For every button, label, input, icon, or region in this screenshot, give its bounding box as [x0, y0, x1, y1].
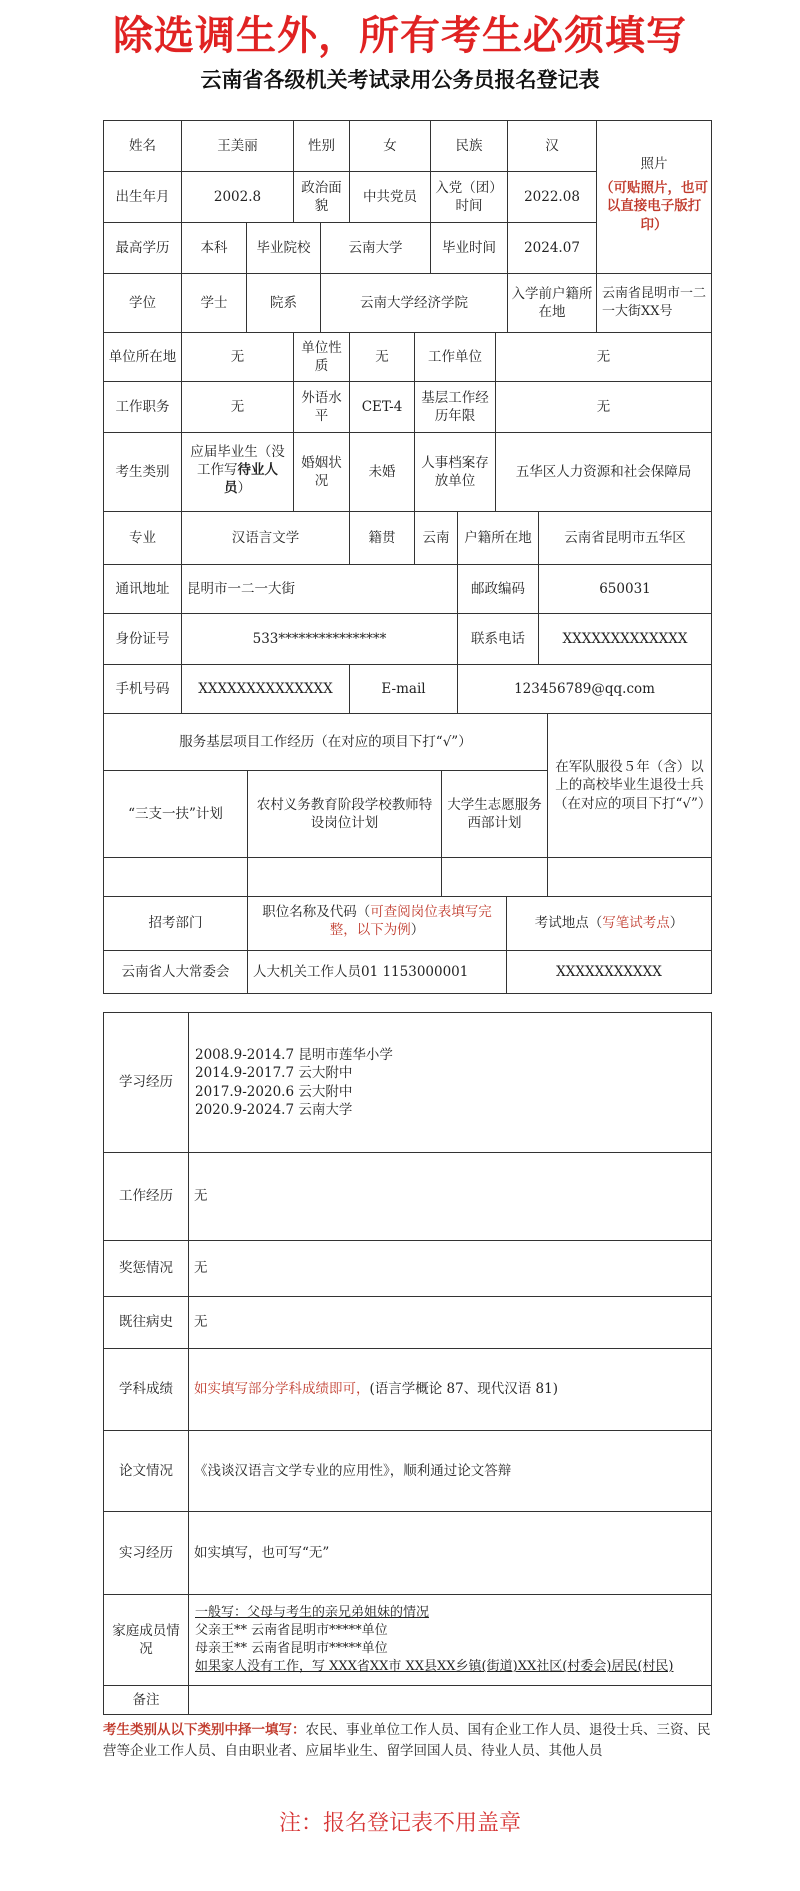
phone-value[interactable]: XXXXXXXXXXXXX	[538, 613, 712, 665]
study-entry: 2020.9-2024.7 云南大学	[195, 1101, 353, 1118]
category-text-bold: 待业人员	[224, 462, 278, 497]
family-line: 如果家人没有工作，写 XXX省XX市 XX县XX乡镇(街道)XX社区(村委会)居民(村民)	[195, 1659, 674, 1675]
recruit-dept-value[interactable]: 云南省人大常委会	[103, 950, 248, 994]
gender-value[interactable]: 女	[349, 120, 431, 172]
family-line: 母亲王** 云南省昆明市*****单位	[195, 1641, 388, 1656]
sanzhi-check[interactable]	[103, 857, 248, 897]
name-value[interactable]: 王美丽	[181, 120, 294, 172]
grassroots-years-value[interactable]: 无	[495, 381, 712, 433]
photo-label: 照片	[640, 156, 668, 172]
marital-value[interactable]: 未婚	[349, 432, 415, 512]
hukou-before-label: 入学前户籍所在地	[507, 273, 597, 333]
major-value[interactable]: 汉语言文学	[181, 511, 350, 565]
degree-label: 学位	[103, 273, 182, 333]
awards-value[interactable]: 无	[188, 1240, 712, 1297]
exam-site-label	[506, 896, 712, 951]
unit-location-value[interactable]: 无	[181, 332, 294, 382]
rural-teacher-check[interactable]	[247, 857, 442, 897]
internship-value[interactable]: 如实填写，也可写“无”	[188, 1511, 712, 1595]
position-value[interactable]: 人大机关工作人员01 1153000001	[247, 950, 507, 994]
phone-label: 联系电话	[457, 613, 539, 665]
photo-area[interactable]	[596, 120, 712, 274]
thesis-label: 论文情况	[103, 1430, 189, 1512]
exam-site-value[interactable]: XXXXXXXXXXX	[506, 950, 712, 994]
form-title: 云南省各级机关考试录用公务员报名登记表	[200, 67, 600, 92]
job-title-value[interactable]: 无	[181, 381, 294, 433]
dept-label: 院系	[246, 273, 321, 333]
grad-time-value[interactable]: 2024.07	[507, 222, 597, 274]
id-card-label: 身份证号	[103, 613, 182, 665]
medical-value[interactable]: 无	[188, 1296, 712, 1349]
category-note-list: 农民、事业单位工作人员、国有企业工作人员、退役士兵、三资、民营等企业工作人员、自由职业者、应届毕业生、留学回国人员、待业人员、其他人员	[103, 1722, 711, 1759]
study-entry: 2014.9-2017.7 云大附中	[195, 1065, 353, 1082]
political-label: 政治面貌	[293, 171, 350, 223]
archive-label: 人事档案存放单位	[414, 432, 496, 512]
postcode-value[interactable]: 650031	[538, 564, 712, 614]
category-value[interactable]	[181, 432, 294, 512]
foreign-lang-value[interactable]: CET-4	[349, 381, 415, 433]
ethnicity-value[interactable]: 汉	[507, 120, 597, 172]
id-card-value[interactable]: 533****************	[181, 613, 458, 665]
category-text-2: ）	[237, 480, 251, 497]
address-label: 通讯地址	[103, 564, 182, 614]
remarks-value[interactable]	[188, 1685, 712, 1715]
category-note-heading: 考生类别从以下类别中择一填写：	[103, 1722, 306, 1738]
work-unit-value[interactable]: 无	[495, 332, 712, 382]
foreign-lang-label: 外语水平	[293, 381, 350, 433]
study-value[interactable]	[188, 1012, 712, 1153]
banner-heading: 除选调生外，所有考生必须填写	[113, 13, 687, 59]
unit-nature-label: 单位性质	[293, 332, 350, 382]
family-line: 一般写：父母与考生的亲兄弟姐妹的情况	[195, 1604, 430, 1620]
photo-note: （可贴照片，也可以直接电子版打印）	[600, 180, 708, 233]
political-value[interactable]: 中共党员	[349, 171, 431, 223]
job-title-label: 工作职务	[103, 381, 182, 433]
name-label: 姓名	[103, 120, 182, 172]
degree-value[interactable]: 学士	[181, 273, 247, 333]
ethnicity-label: 民族	[430, 120, 508, 172]
hukou-before-value[interactable]: 云南省昆明市一二一大街XX号	[596, 273, 712, 333]
birth-label: 出生年月	[103, 171, 182, 223]
medical-label: 既往病史	[103, 1296, 189, 1349]
education-value[interactable]: 本科	[181, 222, 247, 274]
military-label: 在军队服役５年（含）以上的高校毕业生退役士兵（在对应的项目下打“√”）	[547, 713, 712, 858]
family-line: 父亲王** 云南省昆明市*****单位	[195, 1622, 388, 1638]
grad-time-label: 毕业时间	[430, 222, 508, 274]
study-entry: 2017.9-2020.6 云大附中	[195, 1083, 353, 1100]
work-value[interactable]: 无	[188, 1152, 712, 1241]
grades-label: 学科成绩	[103, 1348, 189, 1431]
marital-label: 婚姻状况	[293, 432, 350, 512]
work-unit-label: 工作单位	[414, 332, 496, 382]
footer-note: 注：报名登记表不用盖章	[278, 1811, 521, 1836]
dept-value[interactable]: 云南大学经济学院	[320, 273, 508, 333]
military-check[interactable]	[547, 857, 712, 897]
category-note	[103, 1720, 713, 1762]
sanzhi-label: “三支一扶”计划	[103, 770, 248, 858]
gender-label: 性别	[293, 120, 350, 172]
email-label: E-mail	[349, 664, 458, 714]
awards-label: 奖惩情况	[103, 1240, 189, 1297]
grades-note: 如实填写部分学科成绩即可，	[194, 1381, 370, 1398]
exam-site-label-suffix: ）	[669, 915, 684, 932]
recruit-dept-label: 招考部门	[103, 896, 248, 951]
exam-site-label-prefix: 考试地点（	[534, 915, 603, 932]
address-value[interactable]: 昆明市一二一大街	[181, 564, 458, 614]
party-time-label: 入党（团）时间	[430, 171, 508, 223]
remarks-label: 备注	[103, 1685, 189, 1715]
mobile-value[interactable]: XXXXXXXXXXXXXX	[181, 664, 350, 714]
mobile-label: 手机号码	[103, 664, 182, 714]
archive-value[interactable]: 五华区人力资源和社会保障局	[495, 432, 712, 512]
school-value[interactable]: 云南大学	[320, 222, 431, 274]
unit-location-label: 单位所在地	[103, 332, 182, 382]
category-text-1: 应届毕业生（没工作写	[190, 444, 285, 479]
position-label-note: 可查阅岗位表填写完整，以下为例	[329, 904, 492, 939]
email-value[interactable]: 123456789@qq.com	[457, 664, 712, 714]
native-value[interactable]: 云南	[414, 511, 458, 565]
study-label: 学习经历	[103, 1012, 189, 1153]
family-label: 家庭成员情况	[103, 1594, 189, 1686]
rural-teacher-label: 农村义务教育阶段学校教师特设岗位计划	[247, 770, 442, 858]
grassroots-years-label: 基层工作经历年限	[414, 381, 496, 433]
west-volunteer-label: 大学生志愿服务西部计划	[441, 770, 548, 858]
grades-detail: (语言学概论 87、现代汉语 81)	[369, 1381, 558, 1398]
hukou-label: 户籍所在地	[457, 511, 539, 565]
thesis-value[interactable]: 《浅谈汉语言文学专业的应用性》，顺利通过论文答辩	[188, 1430, 712, 1512]
postcode-label: 邮政编码	[457, 564, 539, 614]
service-header: 服务基层项目工作经历（在对应的项目下打“√”）	[103, 713, 548, 771]
hukou-value[interactable]: 云南省昆明市五华区	[538, 511, 712, 565]
exam-site-label-note: 写笔试考点	[602, 915, 670, 932]
west-volunteer-check[interactable]	[441, 857, 548, 897]
grades-value[interactable]	[188, 1348, 712, 1431]
position-label-suffix: ）	[410, 922, 425, 939]
family-value[interactable]	[188, 1594, 712, 1686]
education-label: 最高学历	[103, 222, 182, 274]
native-label: 籍贯	[349, 511, 415, 565]
category-label: 考生类别	[103, 432, 182, 512]
major-label: 专业	[103, 511, 182, 565]
position-label-prefix: 职位名称及代码（	[262, 904, 371, 920]
party-time-value[interactable]: 2022.08	[507, 171, 597, 223]
birth-value[interactable]: 2002.8	[181, 171, 294, 223]
work-label: 工作经历	[103, 1152, 189, 1241]
school-label: 毕业院校	[246, 222, 321, 274]
unit-nature-value[interactable]: 无	[349, 332, 415, 382]
study-entry: 2008.9-2014.7 昆明市莲华小学	[195, 1047, 393, 1064]
position-label	[247, 896, 507, 951]
internship-label: 实习经历	[103, 1511, 189, 1595]
